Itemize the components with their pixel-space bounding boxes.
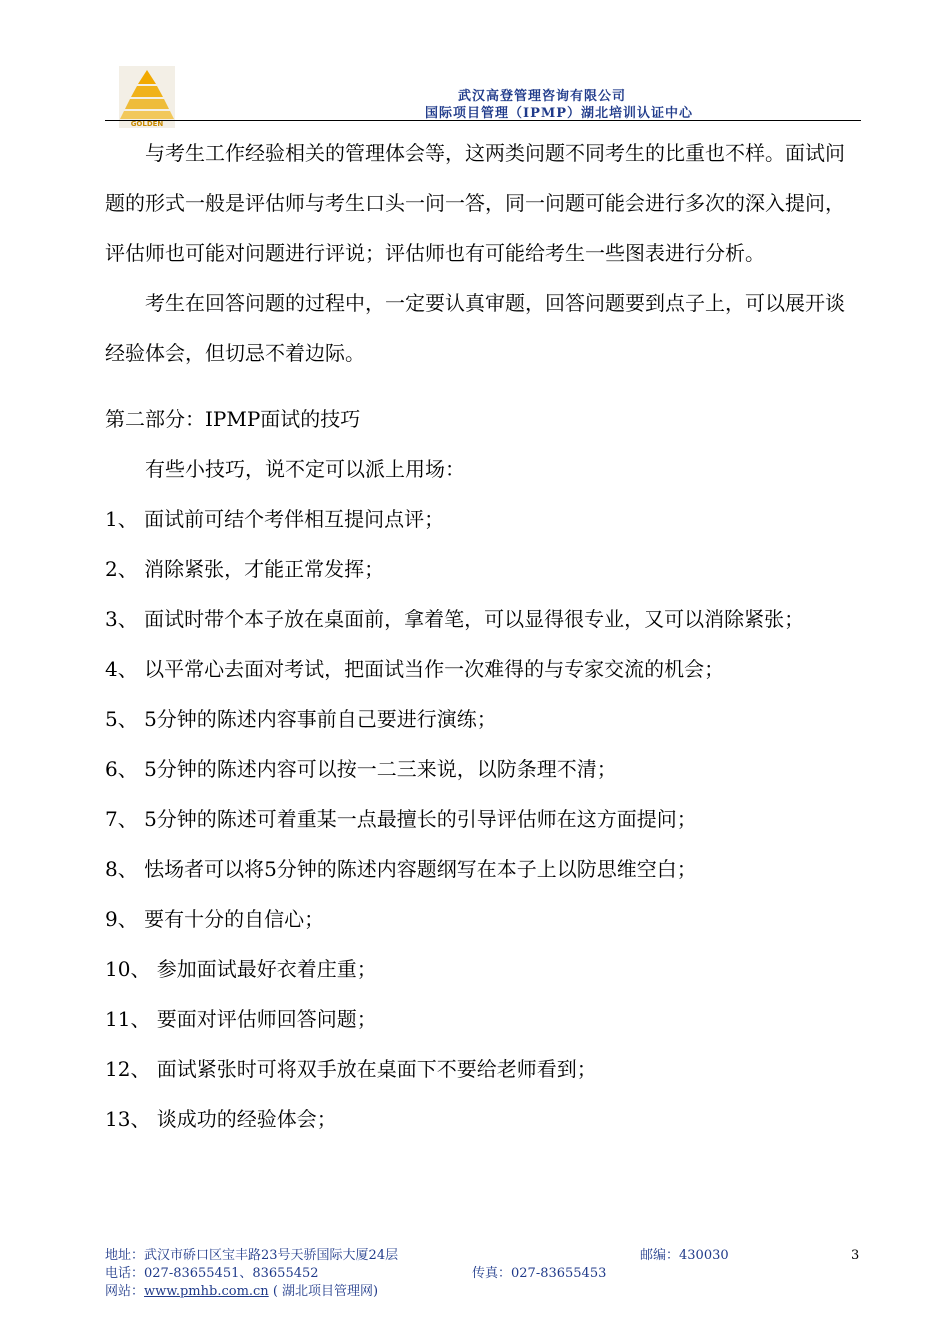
list-item: 4、 以平常心去面对考试，把面试当作一次难得的与专家交流的机会； — [105, 657, 725, 681]
spacer — [105, 378, 850, 394]
website-note: ( 湖北项目管理网) — [272, 1284, 379, 1299]
list-item: 12、 面试紧张时可将双手放在桌面下不要给老师看到； — [105, 1057, 597, 1081]
list-item: 8、 怯场者可以将5分钟的陈述内容题纲写在本子上以防思维空白； — [105, 857, 697, 881]
list-item: 9、 要有十分的自信心； — [105, 907, 325, 931]
list-item: 6、 5分钟的陈述内容可以按一二三来说，以防条理不清； — [105, 757, 617, 781]
footer-phone: 电话：027-83655451、83655452 — [105, 1266, 319, 1281]
list-item: 3、 面试时带个本子放在桌面前，拿着笔，可以显得很专业，又可以消除紧张； — [105, 607, 805, 631]
website-label: 网站： — [105, 1284, 145, 1299]
page-number: 3 — [851, 1248, 860, 1263]
paragraph-2: 考生在回答问题的过程中，一定要认真审题，回答问题要到点子上，可以展开谈经验体会，但切忌不着边际。 — [105, 291, 845, 365]
company-logo — [119, 66, 175, 128]
footer-fax: 传真：027-83655453 — [472, 1266, 607, 1281]
website-link[interactable]: www.pmhb.com.cn — [144, 1284, 269, 1299]
intro-line: 有些小技巧，说不定可以派上用场： — [145, 457, 465, 481]
footer-website — [105, 1284, 378, 1300]
list-item: 5、 5分钟的陈述内容事前自己要进行演练； — [105, 707, 497, 731]
footer-postcode: 邮编：430030 — [640, 1248, 729, 1263]
company-name: 武汉高登管理咨询有限公司 — [458, 89, 627, 104]
header-divider — [105, 120, 861, 121]
list-item: 13、 谈成功的经验体会； — [105, 1107, 337, 1131]
list-item: 10、 参加面试最好衣着庄重； — [105, 957, 377, 981]
footer-address: 地址：武汉市硚口区宝丰路23号天骄国际大厦24层 — [105, 1248, 399, 1263]
list-item: 1、 面试前可结个考伴相互提问点评； — [105, 507, 445, 531]
section-heading: 第二部分：IPMP面试的技巧 — [105, 407, 361, 431]
logo-text: GOLDEN — [130, 120, 164, 128]
list-item: 11、 要面对评估师回答问题； — [105, 1007, 377, 1031]
document-body — [105, 128, 850, 1144]
paragraph-1: 与考生工作经验相关的管理体会等，这两类问题不同考生的比重也不样。面试问题的形式一般是评估师与考生口头一问一答，同一问题可能会进行多次的深入提问，评估师也可能对问题进行评说；评估师也有可能给考生一些图表进行分析。 — [105, 141, 845, 265]
company-subtitle: 国际项目管理（IPMP）湖北培训认证中心 — [425, 106, 694, 121]
list-item: 2、 消除紧张，才能正常发挥； — [105, 557, 385, 581]
list-item: 7、 5分钟的陈述可着重某一点最擅长的引导评估师在这方面提问； — [105, 807, 697, 831]
